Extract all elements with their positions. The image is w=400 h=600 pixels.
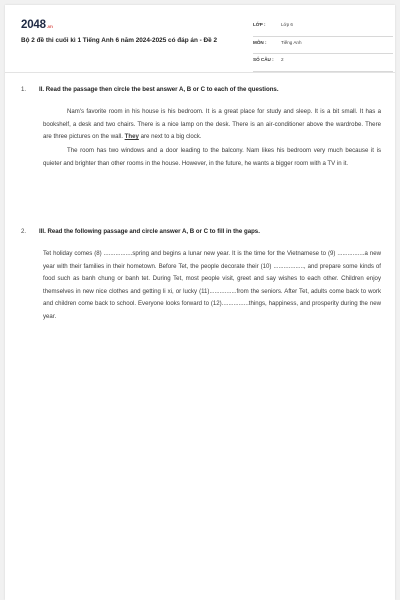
question-number: 1. [21,86,27,93]
question-heading [21,86,381,96]
meta-label: MÔN : [253,39,267,45]
meta-row-subject [253,37,393,55]
question-instruction: III. Read the following passage and circle answer A, B or C to fill in the gaps. [39,228,260,235]
passage-text: are next to a big clock. [138,133,202,141]
question-number: 2. [21,228,27,235]
meta-row-class [253,19,393,37]
passage [43,248,381,324]
document-meta [253,19,393,72]
logo-text: 2048 [21,19,46,31]
referenced-word: They [124,133,139,141]
document-header [21,19,381,69]
document-page [5,5,395,600]
passage-paragraph: Tet holiday comes (8) .................spring and begins a lunar new year. It is the time for the Vietnamese to (9) ................a new year with their families in their hometown. Before Tet, the people decorate their (10) .................., and prepare some kinds of food such as banh chung or banh tet. During Tet, most people visit, greet and say wishes to each other. Children enjoy themselves in new nice clothes and getting li xi, or lucky (11)................from the seniors. After Tet, adults come back to work and children come back to school. Everyone looks forward to (12)................things, happiness, and prosperity during the new year. [43,250,381,320]
meta-label: SỐ CÂU : [253,57,274,62]
passage-paragraph: The room has two windows and a door leading to the balcony. Nam likes his bedroom very much because it is quieter and brighter than other rooms in the house. However, in the future, he wants a bigger room with a TV in it. [43,147,381,167]
header-divider [5,72,395,73]
meta-value: Lớp 6 [281,22,293,27]
document-title: Bộ 2 đề thi cuối kì 1 Tiếng Anh 6 năm 2024-2025 có đáp án - Đề 2 [21,37,218,44]
meta-label: LỚP : [253,22,266,27]
question-2 [21,228,381,325]
passage [43,106,381,170]
meta-value: 2 [281,57,284,62]
logo-suffix: .vn [46,24,53,29]
site-logo[interactable] [21,19,53,31]
passage-paragraph [43,106,381,144]
question-heading [21,228,381,238]
passage-text: Nam's favorite room in his house is his bedroom. It is a great place for study and sleep. It is a bit small. It has a bookshelf, a desk and two chairs. There is a nice lamp on the desk. There is an air-conditioner above the wardrobe. There are three pictures on the wall. [43,108,381,141]
question-1 [21,86,381,172]
question-instruction: II. Read the passage then circle the best answer A, B or C to each of the questions. [39,86,279,93]
meta-value: Tiếng Anh [281,39,302,45]
meta-row-question-count [253,54,393,72]
